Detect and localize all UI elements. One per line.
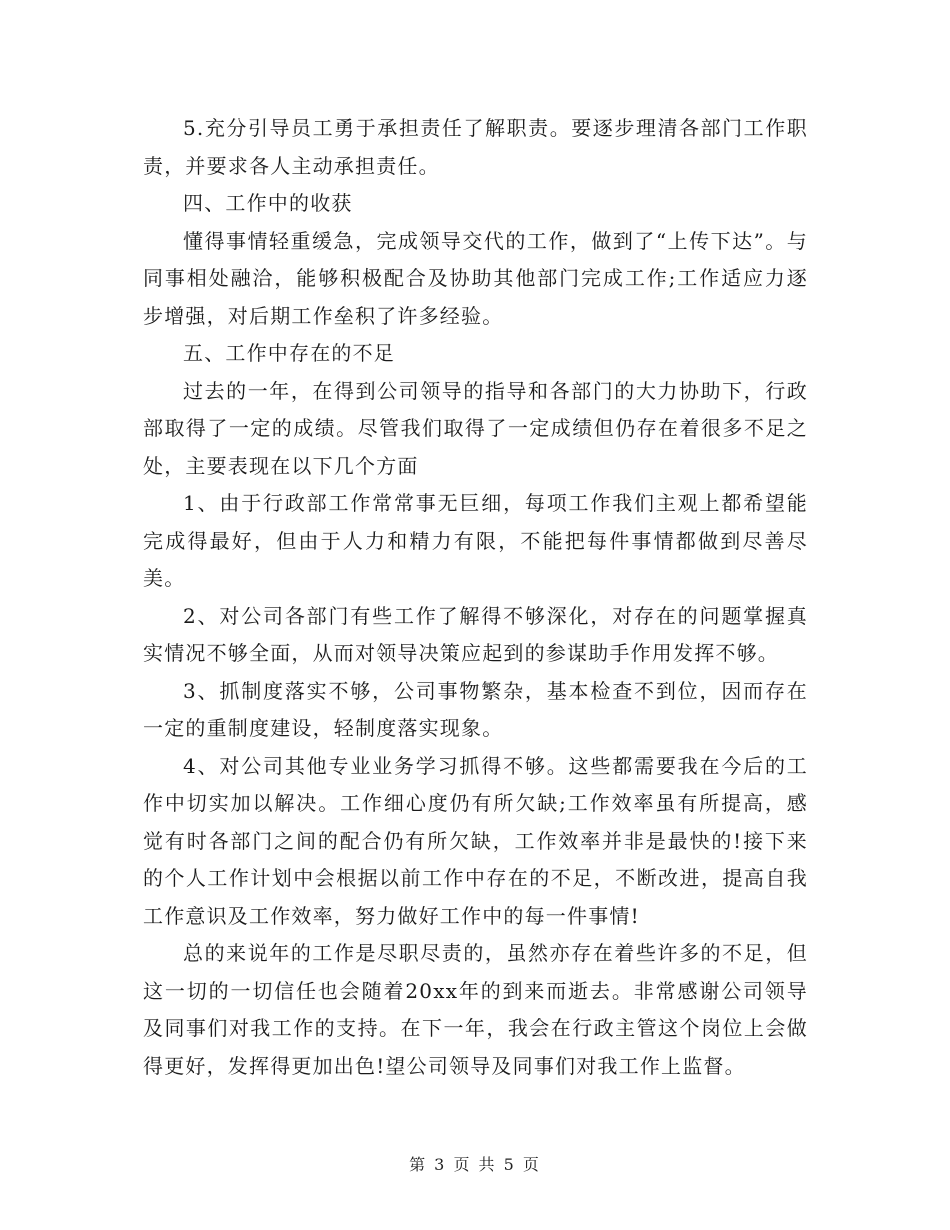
paragraph-shortcoming-2: 2、对公司各部门有些工作了解得不够深化，对存在的问题掌握真实情况不够全面，从而对领导决策应起到的参谋助手作用发挥不够。 (143, 603, 808, 665)
paragraph-shortcoming-4: 4、对公司其他专业业务学习抓得不够。这些都需要我在今后的工作中切实加以解决。工作细心度仍有所欠缺;工作效率虽有所提高，感觉有时各部门之间的配合仍有所欠缺，工作效率并非是最快的!接下来的个人工作计划中会根据以前工作中存在的不足，不断改进，提高自我工作意识及工作效率，努力做好工作中的每一件事情! (143, 753, 808, 928)
paragraph-gains: 懂得事情轻重缓急，完成领导交代的工作，做到了“上传下达”。与同事相处融洽，能够积极配合及协助其他部门完成工作;工作适应力逐步增强，对后期工作垒积了许多经验。 (143, 228, 808, 328)
paragraph-conclusion: 总的来说年的工作是尽职尽责的，虽然亦存在着些许多的不足，但这一切的一切信任也会随着20xx年的到来而逝去。非常感谢公司领导及同事们对我工作的支持。在下一年，我会在行政主管这个岗位上会做得更好，发挥得更加出色!望公司领导及同事们对我工作上监督。 (143, 941, 808, 1078)
paragraph-shortcoming-3: 3、抓制度落实不够，公司事物繁杂，基本检查不到位，因而存在一定的重制度建设，轻制度落实现象。 (143, 678, 808, 740)
section-heading-gains: 四、工作中的收获 (183, 191, 353, 215)
document-body (143, 110, 808, 1085)
page-number-footer: 第 3 页 共 5 页 (409, 1155, 541, 1174)
paragraph-responsibility: 5.充分引导员工勇于承担责任了解职责。要逐步理清各部门工作职责，并要求各人主动承担责任。 (143, 116, 808, 178)
paragraph-shortcoming-1: 1、由于行政部工作常常事无巨细，每项工作我们主观上都希望能完成得最好，但由于人力和精力有限，不能把每件事情都做到尽善尽美。 (143, 491, 808, 590)
section-heading-shortcomings: 五、工作中存在的不足 (183, 341, 395, 365)
paragraph-shortcomings-intro: 过去的一年，在得到公司领导的指导和各部门的大力协助下，行政部取得了一定的成绩。尽管我们取得了一定成绩但仍存在着很多不足之处，主要表现在以下几个方面 (143, 378, 808, 478)
